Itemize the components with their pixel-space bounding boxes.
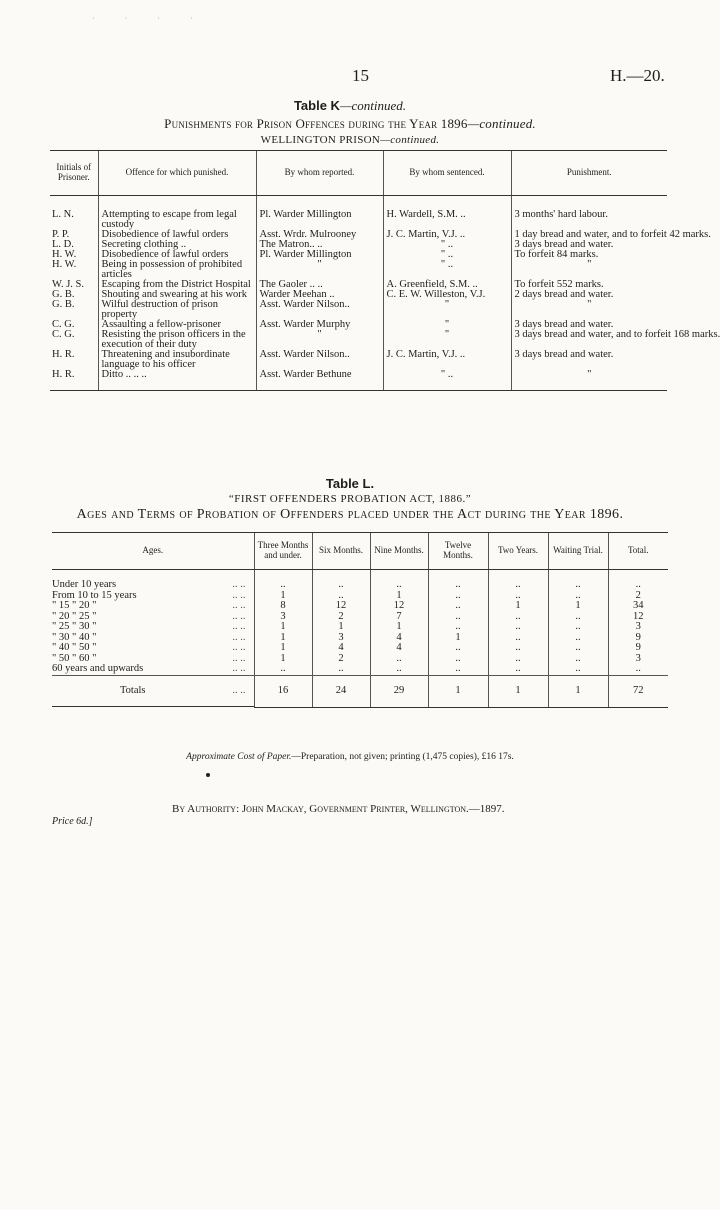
leader-dots: .. .. (232, 589, 246, 601)
table-cell: " (383, 300, 511, 320)
table-cell: 7 (370, 612, 428, 623)
table-k-subtitle: Punishments for Prison Offences during the Year 1896—continued. (164, 116, 536, 131)
column-header: By whom reported. (256, 151, 383, 196)
total-cell: 72 (608, 675, 668, 707)
table-cell: .. (608, 664, 668, 675)
age-label: " 30 " 40 " (52, 631, 97, 643)
table-cell: " (511, 370, 667, 391)
table-cell: " .. (383, 370, 511, 391)
table-cell: 3 (608, 622, 668, 633)
table-cell: Warder Meehan .. (256, 290, 383, 300)
table-cell: .. (488, 591, 548, 602)
table-cell: 12 (370, 601, 428, 612)
table-cell: .. (488, 664, 548, 675)
table-cell: Asst. Warder Nilson.. (256, 300, 383, 320)
table-cell: .. (428, 643, 488, 654)
probation-table (52, 532, 668, 708)
table-cell: .. (312, 664, 370, 675)
totals-label: Totals (120, 684, 146, 696)
table-cell: " (511, 300, 667, 320)
table-cell: " (383, 320, 511, 330)
age-cell (52, 601, 254, 612)
table-cell: G. B. (52, 299, 75, 310)
table-cell: G. B. (52, 289, 75, 300)
table-cell: .. (548, 664, 608, 675)
column-header: Nine Months. (370, 533, 428, 570)
table-cell: .. (488, 654, 548, 665)
table-cell: 2 (608, 591, 668, 602)
age-cell (52, 643, 254, 654)
table-cell: 9 (608, 633, 668, 644)
table-cell: L. D. (52, 239, 74, 250)
table-row (52, 580, 668, 591)
table-cell: .. (488, 622, 548, 633)
table-cell: 3 days bread and water. (511, 320, 667, 330)
table-cell: 1 (548, 601, 608, 612)
table-cell: 3 days bread and water, and to forfeit 168 marks. (511, 330, 667, 350)
table-cell: " (256, 330, 383, 350)
table-cell: 3 months' hard labour. (511, 210, 667, 230)
age-label: 60 years and upwards (52, 663, 144, 674)
leader-dots: .. .. (232, 579, 246, 590)
table-cell: Asst. Warder Murphy (256, 320, 383, 330)
table-cell: " (511, 260, 667, 280)
table-cell: L. N. (52, 209, 74, 220)
table-cell: 1 (254, 622, 312, 633)
table-cell: Disobedience of lawful orders (98, 250, 256, 260)
spacer-cell (98, 196, 256, 211)
table-cell: 3 (312, 633, 370, 644)
total-cell: 1 (488, 675, 548, 707)
table-cell: Asst. Warder Nilson.. (256, 350, 383, 370)
leader-dots: .. .. (232, 663, 246, 674)
table-cell: .. (370, 654, 428, 665)
table-row (50, 300, 667, 320)
table-cell: 4 (370, 633, 428, 644)
table-cell: H. R. (50, 370, 98, 391)
table-cell: .. (488, 643, 548, 654)
table-cell: " .. (383, 260, 511, 280)
table-cell: .. (548, 622, 608, 633)
column-header: Twelve Months. (428, 533, 488, 570)
table-cell: 12 (312, 601, 370, 612)
table-cell: .. (428, 601, 488, 612)
table-cell: .. (254, 580, 312, 591)
table-cell: The Gaoler .. .. (256, 280, 383, 290)
age-label: " 25 " 30 " (52, 621, 97, 632)
table-cell: 1 (370, 622, 428, 633)
total-cell: 1 (428, 675, 488, 707)
table-cell: C. G. (52, 329, 75, 340)
table-cell: H. R. (52, 349, 75, 360)
table-cell: Being in possession of prohibited articles (98, 260, 256, 280)
leader-dots: .. .. (232, 631, 246, 643)
table-l-subtitle: “FIRST OFFENDERS PROBATION ACT, 1886.” (228, 493, 472, 505)
table-cell: " .. (383, 240, 511, 250)
spacer-cell (511, 196, 667, 211)
table-cell: H. Wardell, S.M. .. (383, 210, 511, 230)
age-label: " 50 " 60 " (52, 652, 97, 664)
table-cell: .. (548, 580, 608, 591)
total-cell: 29 (370, 675, 428, 707)
table-cell: 9 (608, 643, 668, 654)
table-cell: Wilful destruction of prison property (98, 300, 256, 320)
total-cell: 16 (254, 675, 312, 707)
table-cell: .. (548, 654, 608, 665)
table-row (50, 260, 667, 280)
column-header: Punishment. (511, 151, 667, 196)
age-cell (52, 580, 254, 591)
table-cell: .. (608, 580, 668, 591)
age-cell (52, 622, 254, 633)
age-cell (52, 664, 254, 675)
column-header: Waiting Trial. (548, 533, 608, 570)
table-cell: J. C. Martin, V.J. .. (383, 350, 511, 370)
table-row (52, 622, 668, 633)
table-cell: .. (428, 612, 488, 623)
table-cell: .. (428, 622, 488, 633)
table-cell: 1 (428, 633, 488, 644)
column-header: Three Months and under. (254, 533, 312, 570)
table-cell: P. P. (52, 229, 70, 240)
table-cell: .. (488, 580, 548, 591)
table-cell: .. (428, 664, 488, 675)
table-cell: W. J. S. (52, 279, 84, 290)
table-cell: .. (548, 612, 608, 623)
printer-authority: By Authority: John Mackay, Government Printer, Wellington.—1897. (172, 803, 505, 815)
column-header: By whom sentenced. (383, 151, 511, 196)
leader-dots: .. .. (232, 684, 246, 696)
leader-dots: .. .. (232, 600, 246, 611)
bullet-mark (206, 773, 210, 777)
table-cell: .. (548, 591, 608, 602)
table-cell: H. W. (52, 249, 77, 260)
table-k-title: Table K—continued. (293, 98, 407, 113)
age-label: " 15 " 20 " (52, 600, 97, 611)
table-cell: " .. (383, 250, 511, 260)
leader-dots: .. .. (232, 642, 246, 653)
spacer-cell (383, 196, 511, 211)
table-cell: .. (488, 612, 548, 623)
leader-dots: .. .. (232, 610, 246, 622)
table-cell: .. (428, 654, 488, 665)
table-cell: 1 (370, 591, 428, 602)
table-cell: .. (254, 664, 312, 675)
table-row (52, 601, 668, 612)
table-cell: 12 (608, 612, 668, 623)
table-cell: 1 day bread and water, and to forfeit 42 marks. (511, 230, 667, 240)
table-cell: .. (428, 591, 488, 602)
table-cell: A. Greenfield, S.M. .. (383, 280, 511, 290)
table-cell: 1 (254, 591, 312, 602)
table-cell: 4 (312, 643, 370, 654)
table-cell: .. (370, 580, 428, 591)
table-cell: 3 days bread and water. (511, 350, 667, 370)
table-row (50, 370, 667, 391)
total-cell: 24 (312, 675, 370, 707)
column-header: Initials of Prisoner. (50, 151, 98, 196)
spacer-cell (256, 196, 383, 211)
table-cell: .. (548, 633, 608, 644)
column-header: Six Months. (312, 533, 370, 570)
table-cell: Asst. Wrdr. Mulrooney (256, 230, 383, 240)
column-header: Ages. (52, 533, 254, 570)
table-cell: 1 (254, 654, 312, 665)
table-row (50, 330, 667, 350)
table-cell: Shouting and swearing at his work (98, 290, 256, 300)
table-cell: J. C. Martin, V.J. .. (383, 230, 511, 240)
table-cell: .. (548, 643, 608, 654)
table-cell: 1 (254, 633, 312, 644)
table-cell: Secreting clothing .. (98, 240, 256, 250)
cost-note: Approximate Cost of Paper.—Preparation, not given; printing (1,475 copies), £16 17s. (186, 752, 514, 762)
table-cell: .. (312, 591, 370, 602)
table-cell: 2 (312, 654, 370, 665)
table-k-prison: WELLINGTON PRISON—continued. (260, 134, 440, 146)
punishments-table (50, 150, 720, 391)
table-cell: 4 (370, 643, 428, 654)
age-label: Under 10 years (52, 579, 117, 590)
table-cell: " (256, 260, 383, 280)
age-label: From 10 to 15 years (52, 589, 137, 601)
table-cell: Pl. Warder Millington (256, 210, 383, 230)
table-cell: 8 (254, 601, 312, 612)
leader-dots: .. .. (232, 621, 246, 632)
spacer-cell (50, 196, 98, 211)
table-cell: Threatening and insubordinate language to his officer (98, 350, 256, 370)
leader-dots: .. .. (232, 652, 246, 664)
document-reference: H.—20. (610, 66, 665, 85)
table-row (50, 210, 667, 230)
table-cell: 3 (608, 654, 668, 665)
price: Price 6d.] (52, 816, 93, 827)
table-cell: To forfeit 84 marks. (511, 250, 667, 260)
table-cell: 2 days bread and water. (511, 290, 667, 300)
table-row (52, 643, 668, 654)
total-cell: 1 (548, 675, 608, 707)
totals-row (52, 675, 668, 707)
table-cell: 1 (488, 601, 548, 612)
table-cell: The Matron.. .. (256, 240, 383, 250)
column-header: Two Years. (488, 533, 548, 570)
table-cell: 1 (312, 622, 370, 633)
column-header: Total. (608, 533, 668, 570)
table-cell: H. W. (52, 259, 77, 270)
table-row (52, 664, 668, 675)
table-cell: 34 (608, 601, 668, 612)
table-cell: .. (370, 664, 428, 675)
table-cell: .. (428, 580, 488, 591)
table-cell: Disobedience of lawful orders (98, 230, 256, 240)
table-cell: C. E. W. Willeston, V.J. (383, 290, 511, 300)
table-row (50, 350, 667, 370)
page-number: 15 (352, 66, 369, 85)
table-cell: Escaping from the District Hospital (98, 280, 256, 290)
table-cell: " (383, 330, 511, 350)
table-cell: Ditto .. .. .. (98, 370, 256, 391)
table-cell: To forfeit 552 marks. (511, 280, 667, 290)
table-cell: .. (312, 580, 370, 591)
table-cell: Asst. Warder Bethune (256, 370, 383, 391)
table-cell: 3 days bread and water. (511, 240, 667, 250)
table-cell: 3 (254, 612, 312, 623)
table-l-caption: Ages and Terms of Probation of Offenders placed under the Act during the Year 1896. (76, 507, 624, 522)
column-header: Offence for which punished. (98, 151, 256, 196)
table-cell: 2 (312, 612, 370, 623)
table-cell: 1 (254, 643, 312, 654)
margin-specks: · · · · (92, 14, 207, 23)
table-cell: Resisting the prison officers in the execution of their duty (98, 330, 256, 350)
age-label: " 40 " 50 " (52, 642, 97, 653)
table-cell: .. (488, 633, 548, 644)
table-cell: Pl. Warder Millington (256, 250, 383, 260)
table-l-title: Table L. (325, 476, 375, 491)
age-label: " 20 " 25 " (52, 610, 97, 622)
totals-label-cell (52, 675, 254, 707)
table-cell: Assaulting a fellow-prisoner (98, 320, 256, 330)
table-cell: Attempting to escape from legal custody (98, 210, 256, 230)
spacer-row (50, 196, 667, 211)
table-cell: C. G. (52, 319, 75, 330)
